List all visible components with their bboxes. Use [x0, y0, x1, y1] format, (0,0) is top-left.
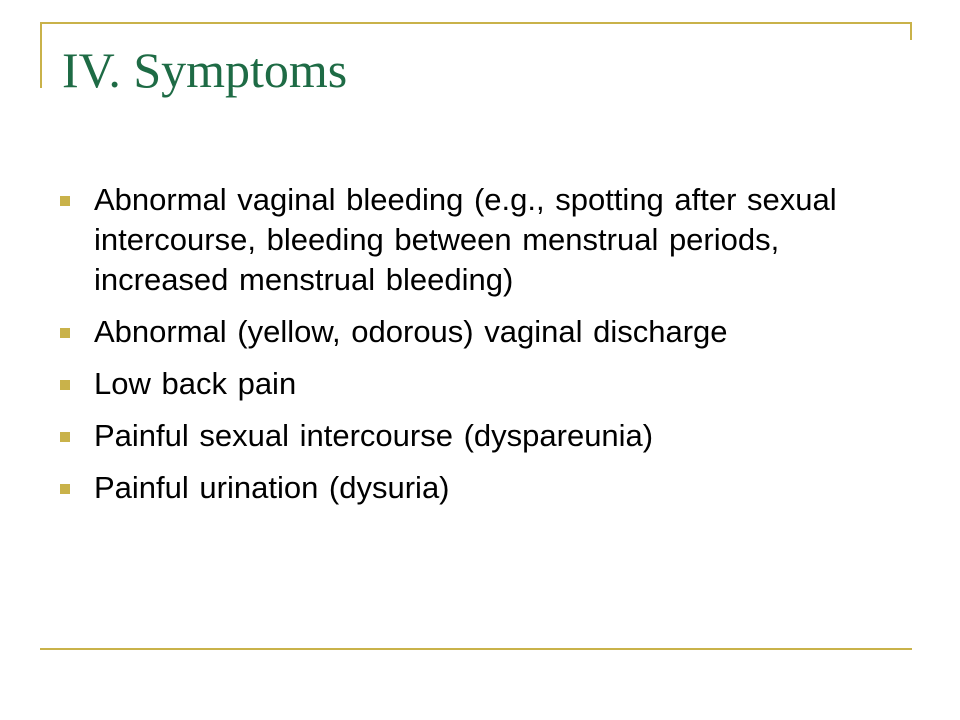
bullet-item — [60, 416, 860, 456]
square-bullet-icon — [60, 196, 70, 206]
square-bullet-icon — [60, 328, 70, 338]
bullet-text: Low back pain — [94, 366, 297, 401]
bullet-text: Painful urination (dysuria) — [94, 470, 450, 505]
square-bullet-icon — [60, 432, 70, 442]
frame-left-rule — [40, 22, 42, 88]
bullet-text: Abnormal vaginal bleeding (e.g., spotting after sexual intercourse, bleeding between menstrual periods, increased menstrual bleeding) — [94, 182, 837, 297]
bullet-item — [60, 468, 860, 508]
slide-title: IV. Symptoms — [62, 42, 348, 98]
square-bullet-icon — [60, 484, 70, 494]
frame-bottom-rule — [40, 648, 912, 650]
bullet-item — [60, 312, 860, 352]
bullet-item — [60, 364, 860, 404]
bullet-item — [60, 180, 860, 300]
bullet-list — [60, 180, 860, 520]
bullet-text: Abnormal (yellow, odorous) vaginal discharge — [94, 314, 728, 349]
square-bullet-icon — [60, 380, 70, 390]
frame-right-rule — [910, 22, 912, 40]
bullet-text: Painful sexual intercourse (dyspareunia) — [94, 418, 654, 453]
frame-top-rule — [40, 22, 912, 24]
